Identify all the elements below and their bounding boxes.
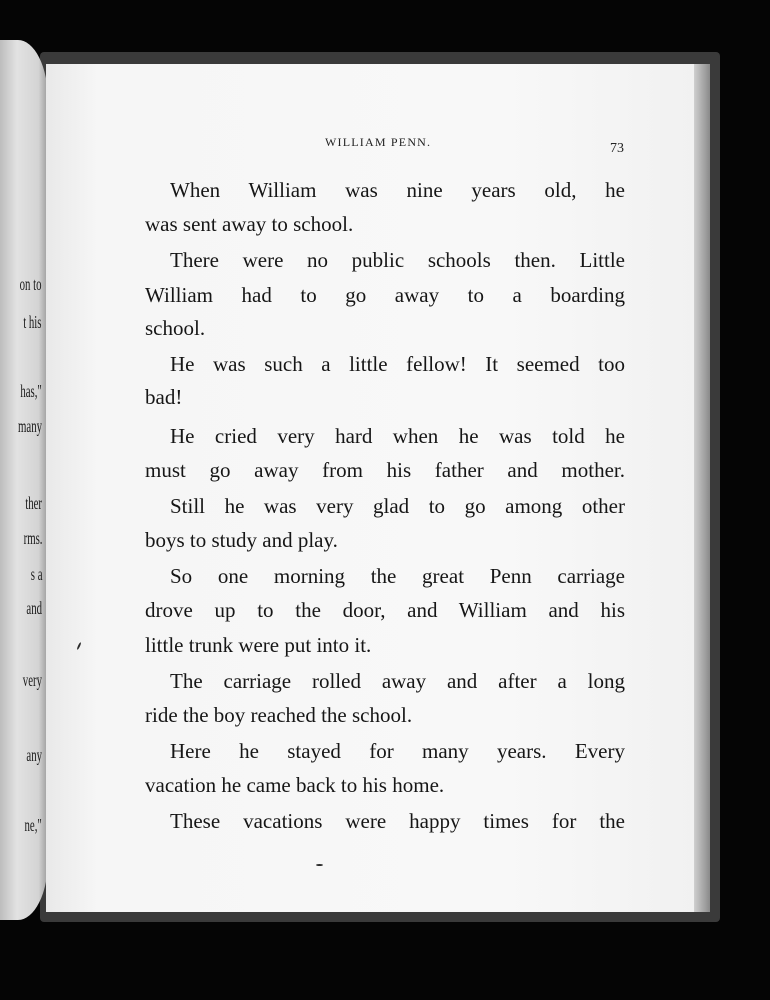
text-line: He was such a little fellow! It seemed too (170, 352, 625, 376)
text-line: must go away from his father and mother. (145, 458, 625, 482)
left-page-fragment: t his (23, 312, 42, 332)
left-page-fragment: on to (20, 274, 42, 294)
left-page-fragment: ne," (24, 815, 42, 835)
text-line: was sent away to school. (145, 212, 354, 236)
text-line: So one morning the great Penn carriage (170, 564, 625, 588)
text-line: These vacations were happy times for the (170, 809, 625, 833)
left-page-fragment: ther (25, 493, 42, 513)
text-line: William had to go away to a boarding (145, 283, 625, 307)
running-head: WILLIAM PENN. (325, 135, 432, 149)
text-line: He cried very hard when he was told he (170, 424, 625, 448)
left-page-fragment: and (26, 598, 42, 618)
left-page-fragment: any (26, 745, 42, 765)
text-line: Here he stayed for many years. Every (170, 739, 625, 763)
ink-speck (316, 864, 323, 866)
text-line: The carriage rolled away and after a long (170, 669, 625, 693)
text-line: When William was nine years old, he (170, 178, 625, 202)
page-number: 73 (610, 141, 624, 156)
page-edge (694, 64, 710, 912)
text-line: drove up to the door, and William and his (145, 598, 625, 622)
text-line: school. (145, 316, 206, 340)
text-line: There were no public schools then. Little (170, 248, 625, 272)
text-line: ride the boy reached the school. (145, 703, 413, 727)
text-line: boys to study and play. (145, 528, 338, 552)
text-line: vacation he came back to his home. (145, 773, 445, 797)
left-page-fragment: rms. (23, 528, 42, 548)
left-facing-page (0, 40, 48, 920)
left-page-fragment: very (22, 670, 42, 690)
left-page-fragment: many (18, 416, 42, 436)
text-line: little trunk were put into it. (145, 633, 372, 657)
text-line: Still he was very glad to go among other (170, 494, 625, 518)
text-line: bad! (145, 385, 183, 409)
left-page-fragment: s a (30, 564, 42, 584)
left-page-fragment: has," (20, 381, 42, 401)
